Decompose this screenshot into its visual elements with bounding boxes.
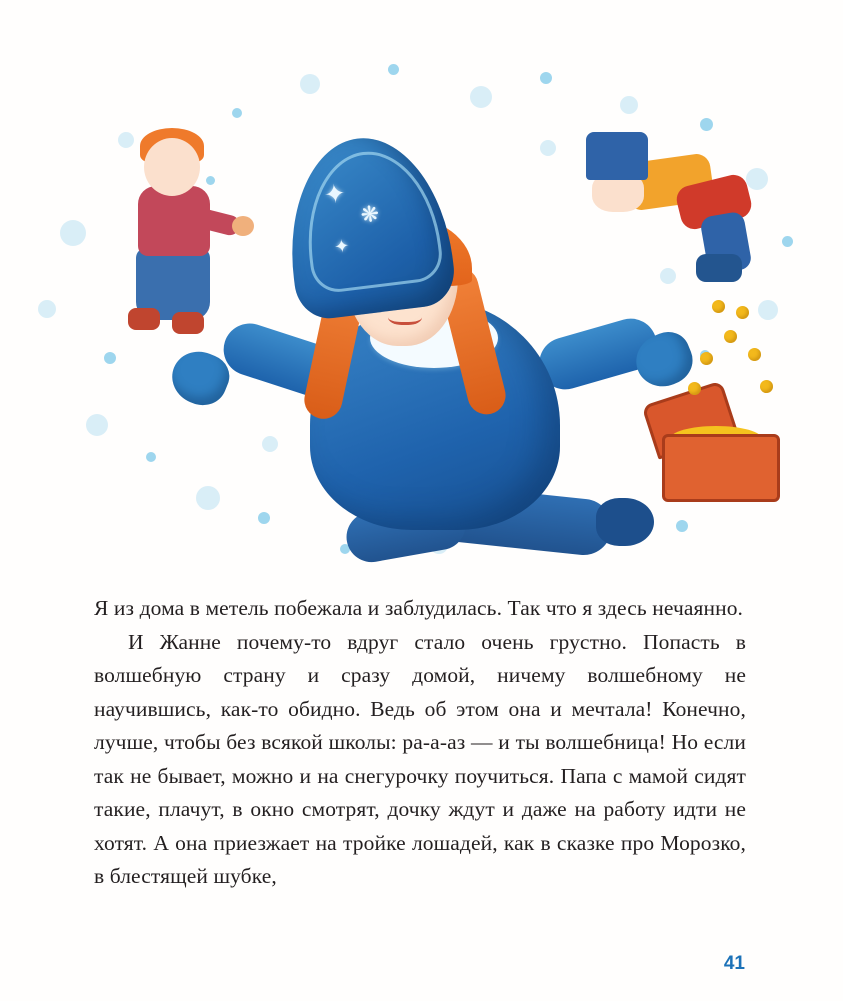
snow-flake bbox=[470, 86, 492, 108]
snow-flake bbox=[620, 96, 638, 114]
snow-flake bbox=[540, 72, 552, 84]
treasure-chest bbox=[648, 392, 778, 502]
gold-coin bbox=[760, 380, 773, 393]
girl-center bbox=[250, 120, 650, 560]
snow-flake bbox=[676, 520, 688, 532]
snow-flake bbox=[38, 300, 56, 318]
snow-flake bbox=[86, 414, 108, 436]
girl-boot bbox=[596, 498, 654, 546]
body-text bbox=[94, 592, 746, 894]
gold-coin bbox=[736, 306, 749, 319]
paragraph: И Жанне почему-то вдруг стало очень грустно. Попасть в волшебную страну и сразу домой, ничему волшебному не научившись, как-то обидно. Ведь об этом она и мечтала! Конечно, лучше, чтобы без всякой школы: ра-а-аз — и ты волшебница! Но если так не бывает, можно и на снегурочку поучиться. Папа с мамой сидят такие, плачут, в окно смотрят, дочку ждут и даже на работу идти не хотят. А она приезжает на тройке лошадей, как в сказке про Морозко, в блестящей шубке, bbox=[94, 629, 746, 888]
snow-flake bbox=[300, 74, 320, 94]
snow-flake bbox=[104, 352, 116, 364]
snow-flake bbox=[388, 64, 399, 75]
boy-right-boot bbox=[696, 254, 742, 282]
boy-left-boot bbox=[172, 312, 204, 334]
boy-left-boot bbox=[128, 308, 160, 330]
boy-left-head bbox=[144, 138, 200, 196]
gold-coin bbox=[700, 352, 713, 365]
gold-coin bbox=[724, 330, 737, 343]
snow-flake bbox=[196, 486, 220, 510]
snow-flake bbox=[146, 452, 156, 462]
boy-top-left bbox=[120, 120, 230, 320]
gold-coin bbox=[712, 300, 725, 313]
chest-box bbox=[662, 434, 780, 502]
snow-flake bbox=[782, 236, 793, 247]
snowflake-icon: ✦ bbox=[322, 178, 348, 211]
snow-flake bbox=[232, 108, 242, 118]
snowflake-icon: ❋ bbox=[359, 200, 381, 228]
snow-flake bbox=[60, 220, 86, 246]
gold-coin bbox=[748, 348, 761, 361]
gold-coin bbox=[688, 382, 701, 395]
paragraph: Я из дома в метель побежала и заблудилась. Так что я здесь нечаянно. bbox=[94, 596, 744, 620]
girl-kokoshnik-hat bbox=[278, 129, 458, 322]
page-number: 41 bbox=[723, 953, 745, 974]
snowflake-icon: ✦ bbox=[333, 235, 351, 258]
snow-flake bbox=[758, 300, 778, 320]
